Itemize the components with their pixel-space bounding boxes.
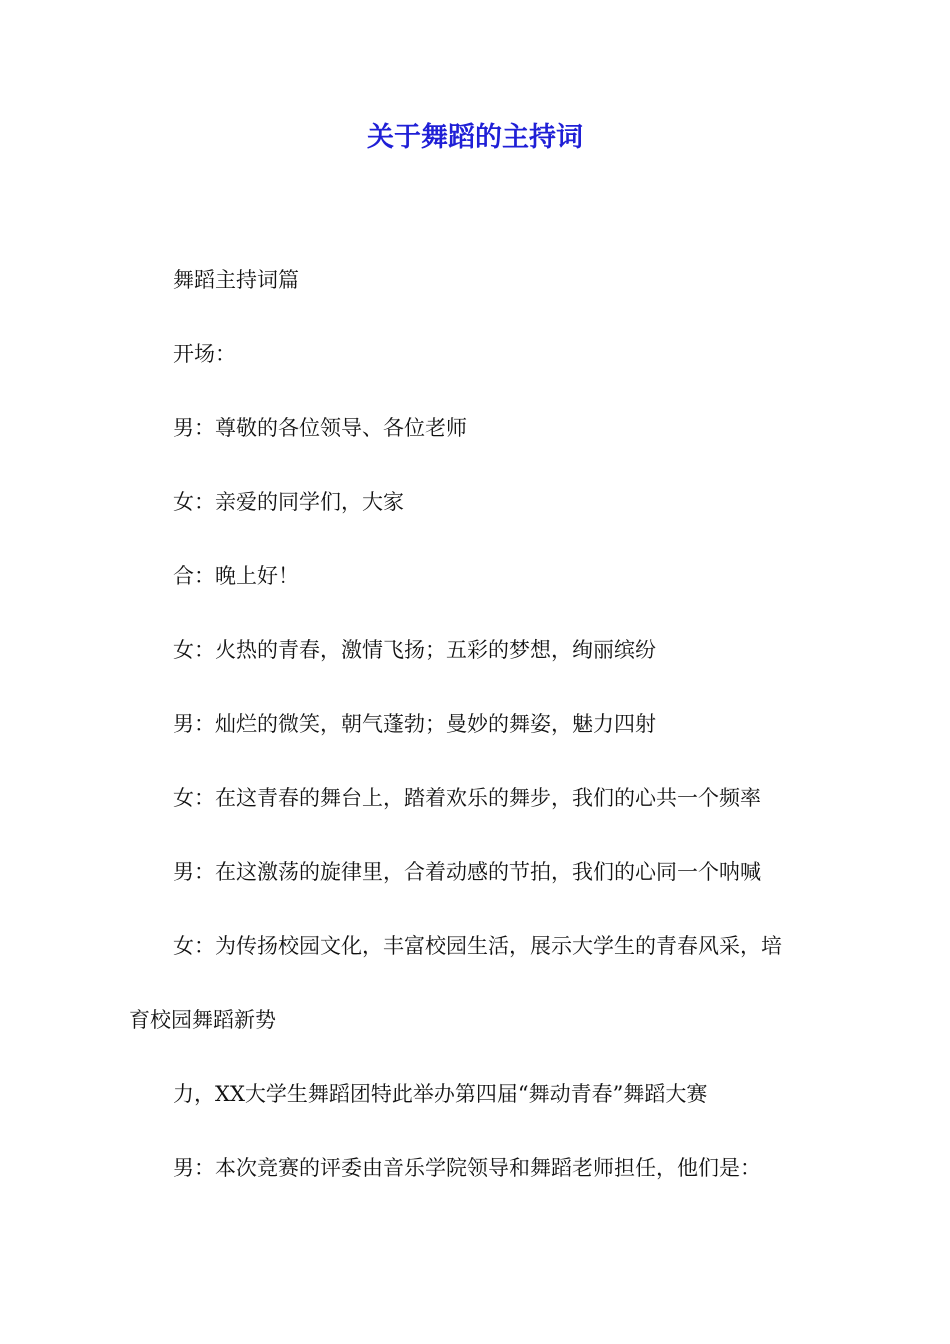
paragraph: 开场： bbox=[173, 342, 236, 366]
paragraph: 女：在这青春的舞台上，踏着欢乐的舞步，我们的心共一个频率 bbox=[173, 786, 761, 810]
paragraph: 男：尊敬的各位领导、各位老师 bbox=[173, 416, 467, 440]
paragraph: 女：为传扬校园文化，丰富校园生活，展示大学生的青春风采，培 bbox=[173, 934, 782, 958]
paragraph: 男：灿烂的微笑，朝气蓬勃；曼妙的舞姿，魅力四射 bbox=[173, 712, 656, 736]
paragraph: 力，XX大学生舞蹈团特此举办第四届“舞动青春”舞蹈大赛 bbox=[173, 1082, 708, 1106]
document-body bbox=[129, 262, 829, 1224]
paragraph: 合：晚上好！ bbox=[173, 564, 299, 588]
paragraph: 舞蹈主持词篇 bbox=[173, 268, 299, 292]
paragraph: 男：本次竞赛的评委由音乐学院领导和舞蹈老师担任，他们是： bbox=[173, 1156, 761, 1180]
paragraph: 女：火热的青春，激情飞扬；五彩的梦想，绚丽缤纷 bbox=[173, 638, 656, 662]
document-title: 关于舞蹈的主持词 bbox=[367, 122, 583, 153]
paragraph: 女：亲爱的同学们，大家 bbox=[173, 490, 404, 514]
paragraph: 育校园舞蹈新势 bbox=[129, 1008, 276, 1032]
paragraph: 男：在这激荡的旋律里，合着动感的节拍，我们的心同一个呐喊 bbox=[173, 860, 761, 884]
